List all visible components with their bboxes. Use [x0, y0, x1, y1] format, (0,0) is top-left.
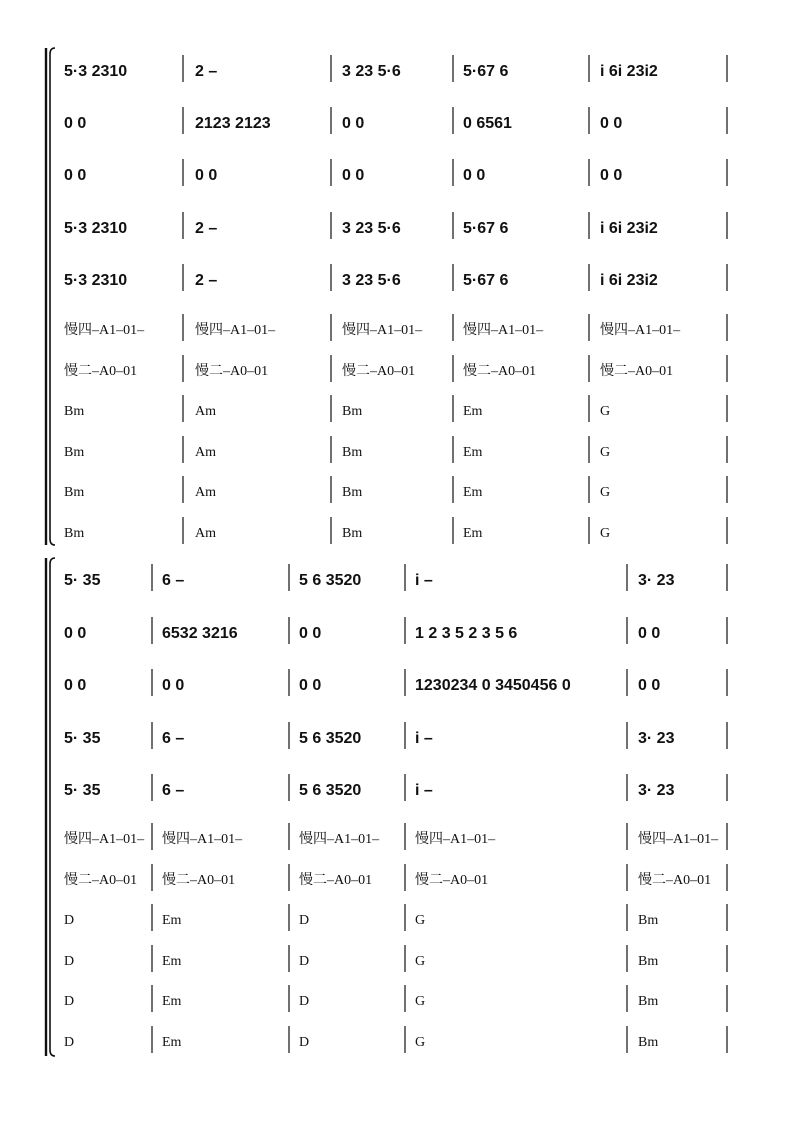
- measure-notes: 0 0: [64, 625, 87, 642]
- measure-notes: 0 0: [64, 167, 87, 184]
- measure-notes: 6532 3216: [162, 625, 238, 642]
- register-label: 慢二–A0–01: [195, 364, 269, 379]
- measure-notes: 3 23 5·6: [342, 63, 401, 80]
- measure-notes: 0 0: [299, 677, 322, 694]
- staff-line-melody: [64, 107, 727, 134]
- register-label: 慢二–A0–01: [638, 873, 712, 888]
- register-label: 慢二–A0–01: [600, 364, 674, 379]
- measure-notes: 5· 35: [64, 730, 101, 747]
- chord-symbol: Bm: [342, 526, 363, 541]
- measure-notes: i 6i 23i2: [600, 272, 658, 289]
- measure-notes: 5·67 6: [463, 220, 509, 237]
- register-label: 慢四–A1–01–: [638, 832, 719, 847]
- chord-symbol: Bm: [638, 913, 659, 928]
- chord-symbol: Bm: [64, 485, 85, 500]
- measure-notes: 0 0: [64, 677, 87, 694]
- measure-notes: 3· 23: [638, 730, 675, 747]
- chord-symbol: Bm: [342, 445, 363, 460]
- register-label: 慢二–A0–01: [463, 364, 537, 379]
- measure-notes: 2 –: [195, 63, 218, 80]
- register-label: 慢四–A1–01–: [64, 323, 145, 338]
- chord-symbol: D: [64, 994, 75, 1009]
- measure-notes: 5·3 2310: [64, 272, 128, 289]
- score-system: [46, 558, 727, 1056]
- measure-notes: 5 6 3520: [299, 572, 362, 589]
- measure-notes: 0 0: [64, 115, 87, 132]
- measure-notes: i 6i 23i2: [600, 220, 658, 237]
- measure-notes: 0 0: [638, 625, 661, 642]
- chord-symbol: G: [415, 994, 426, 1009]
- measure-notes: 5· 35: [64, 782, 101, 799]
- measure-notes: 0 0: [299, 625, 322, 642]
- measure-notes: 3 23 5·6: [342, 272, 401, 289]
- measure-notes: 6 –: [162, 782, 185, 799]
- register-label: 慢二–A0–01: [299, 873, 373, 888]
- measure-notes: 5 6 3520: [299, 730, 362, 747]
- measure-notes: 0 0: [463, 167, 486, 184]
- register-label: 慢四–A1–01–: [600, 323, 681, 338]
- measure-notes: i 6i 23i2: [600, 63, 658, 80]
- measure-notes: 0 0: [162, 677, 185, 694]
- measure-notes: 5·67 6: [463, 272, 509, 289]
- chord-symbol: G: [600, 404, 611, 419]
- measure-notes: 0 0: [342, 115, 365, 132]
- register-label: 慢四–A1–01–: [299, 832, 380, 847]
- measure-notes: 0 0: [342, 167, 365, 184]
- staff-line-register: [64, 864, 727, 891]
- chord-symbol: Am: [195, 485, 216, 500]
- chord-symbol: D: [299, 913, 310, 928]
- measure-notes: 5·3 2310: [64, 63, 128, 80]
- register-label: 慢四–A1–01–: [195, 323, 276, 338]
- chord-symbol: Em: [162, 913, 182, 928]
- chord-symbol: D: [299, 994, 310, 1009]
- chord-symbol: Bm: [638, 954, 659, 969]
- staff-line-chord: [64, 945, 727, 972]
- measure-notes: 2 –: [195, 272, 218, 289]
- staff-line-chord: [64, 904, 727, 931]
- measure-notes: i –: [415, 782, 433, 799]
- score-system: [46, 48, 727, 545]
- chord-symbol: Am: [195, 445, 216, 460]
- measure-notes: 2123 2123: [195, 115, 271, 132]
- measure-notes: 0 0: [638, 677, 661, 694]
- register-label: 慢四–A1–01–: [64, 832, 145, 847]
- register-label: 慢二–A0–01: [64, 873, 138, 888]
- staff-line-melody: [64, 159, 727, 186]
- chord-symbol: G: [415, 954, 426, 969]
- register-label: 慢二–A0–01: [162, 873, 236, 888]
- register-label: 慢四–A1–01–: [342, 323, 423, 338]
- chord-symbol: D: [64, 954, 75, 969]
- chord-symbol: Am: [195, 404, 216, 419]
- chord-symbol: Bm: [638, 994, 659, 1009]
- chord-symbol: Em: [463, 485, 483, 500]
- system-bracket: [50, 558, 55, 1056]
- chord-symbol: D: [64, 1035, 75, 1050]
- staff-line-chord: [64, 476, 727, 503]
- measure-notes: 0 6561: [463, 115, 512, 132]
- chord-symbol: Am: [195, 526, 216, 541]
- measure-notes: 3· 23: [638, 572, 675, 589]
- measure-notes: 5·67 6: [463, 63, 509, 80]
- register-label: 慢二–A0–01: [415, 873, 489, 888]
- measure-notes: i –: [415, 730, 433, 747]
- register-label: 慢二–A0–01: [342, 364, 416, 379]
- staff-line-melody: [64, 617, 727, 644]
- register-label: 慢四–A1–01–: [415, 832, 496, 847]
- chord-symbol: G: [600, 485, 611, 500]
- staff-line-melody: [64, 722, 727, 749]
- measure-notes: 5·3 2310: [64, 220, 128, 237]
- measure-notes: 3 23 5·6: [342, 220, 401, 237]
- chord-symbol: Em: [463, 404, 483, 419]
- staff-line-register: [64, 355, 727, 382]
- chord-symbol: Em: [463, 526, 483, 541]
- chord-symbol: Em: [162, 1035, 182, 1050]
- chord-symbol: D: [299, 1035, 310, 1050]
- measure-notes: 6 –: [162, 572, 185, 589]
- chord-symbol: Em: [463, 445, 483, 460]
- measure-notes: 0 0: [600, 167, 623, 184]
- measure-notes: i –: [415, 572, 433, 589]
- chord-symbol: D: [299, 954, 310, 969]
- chord-symbol: Bm: [64, 404, 85, 419]
- register-label: 慢四–A1–01–: [463, 323, 544, 338]
- chord-symbol: Bm: [342, 404, 363, 419]
- chord-symbol: G: [415, 913, 426, 928]
- measure-notes: 2 –: [195, 220, 218, 237]
- chord-symbol: Bm: [64, 526, 85, 541]
- staff-line-melody: [64, 669, 727, 696]
- chord-symbol: G: [600, 445, 611, 460]
- staff-line-chord: [64, 517, 727, 544]
- staff-line-register: [64, 314, 727, 341]
- measure-notes: 0 0: [195, 167, 218, 184]
- measure-notes: 5 6 3520: [299, 782, 362, 799]
- register-label: 慢四–A1–01–: [162, 832, 243, 847]
- register-label: 慢二–A0–01: [64, 364, 138, 379]
- measure-notes: 3· 23: [638, 782, 675, 799]
- chord-symbol: G: [600, 526, 611, 541]
- staff-line-chord: [64, 1026, 727, 1053]
- staff-line-melody: [64, 564, 727, 591]
- measure-notes: 0 0: [600, 115, 623, 132]
- staff-line-melody: [64, 774, 727, 801]
- measure-notes: 1230234 0 3450456 0: [415, 677, 571, 694]
- chord-symbol: Em: [162, 954, 182, 969]
- chord-symbol: D: [64, 913, 75, 928]
- staff-line-chord: [64, 395, 727, 422]
- staff-line-register: [64, 823, 727, 850]
- chord-symbol: Bm: [64, 445, 85, 460]
- chord-symbol: Bm: [638, 1035, 659, 1050]
- staff-line-chord: [64, 985, 727, 1012]
- chord-symbol: Em: [162, 994, 182, 1009]
- chord-symbol: G: [415, 1035, 426, 1050]
- staff-line-melody: [64, 212, 727, 239]
- chord-symbol: Bm: [342, 485, 363, 500]
- staff-line-melody: [64, 264, 727, 291]
- measure-notes: 1 2 3 5 2 3 5 6: [415, 625, 518, 642]
- staff-line-chord: [64, 436, 727, 463]
- system-bracket: [50, 48, 55, 545]
- staff-line-melody: [64, 55, 727, 82]
- measure-notes: 5· 35: [64, 572, 101, 589]
- measure-notes: 6 –: [162, 730, 185, 747]
